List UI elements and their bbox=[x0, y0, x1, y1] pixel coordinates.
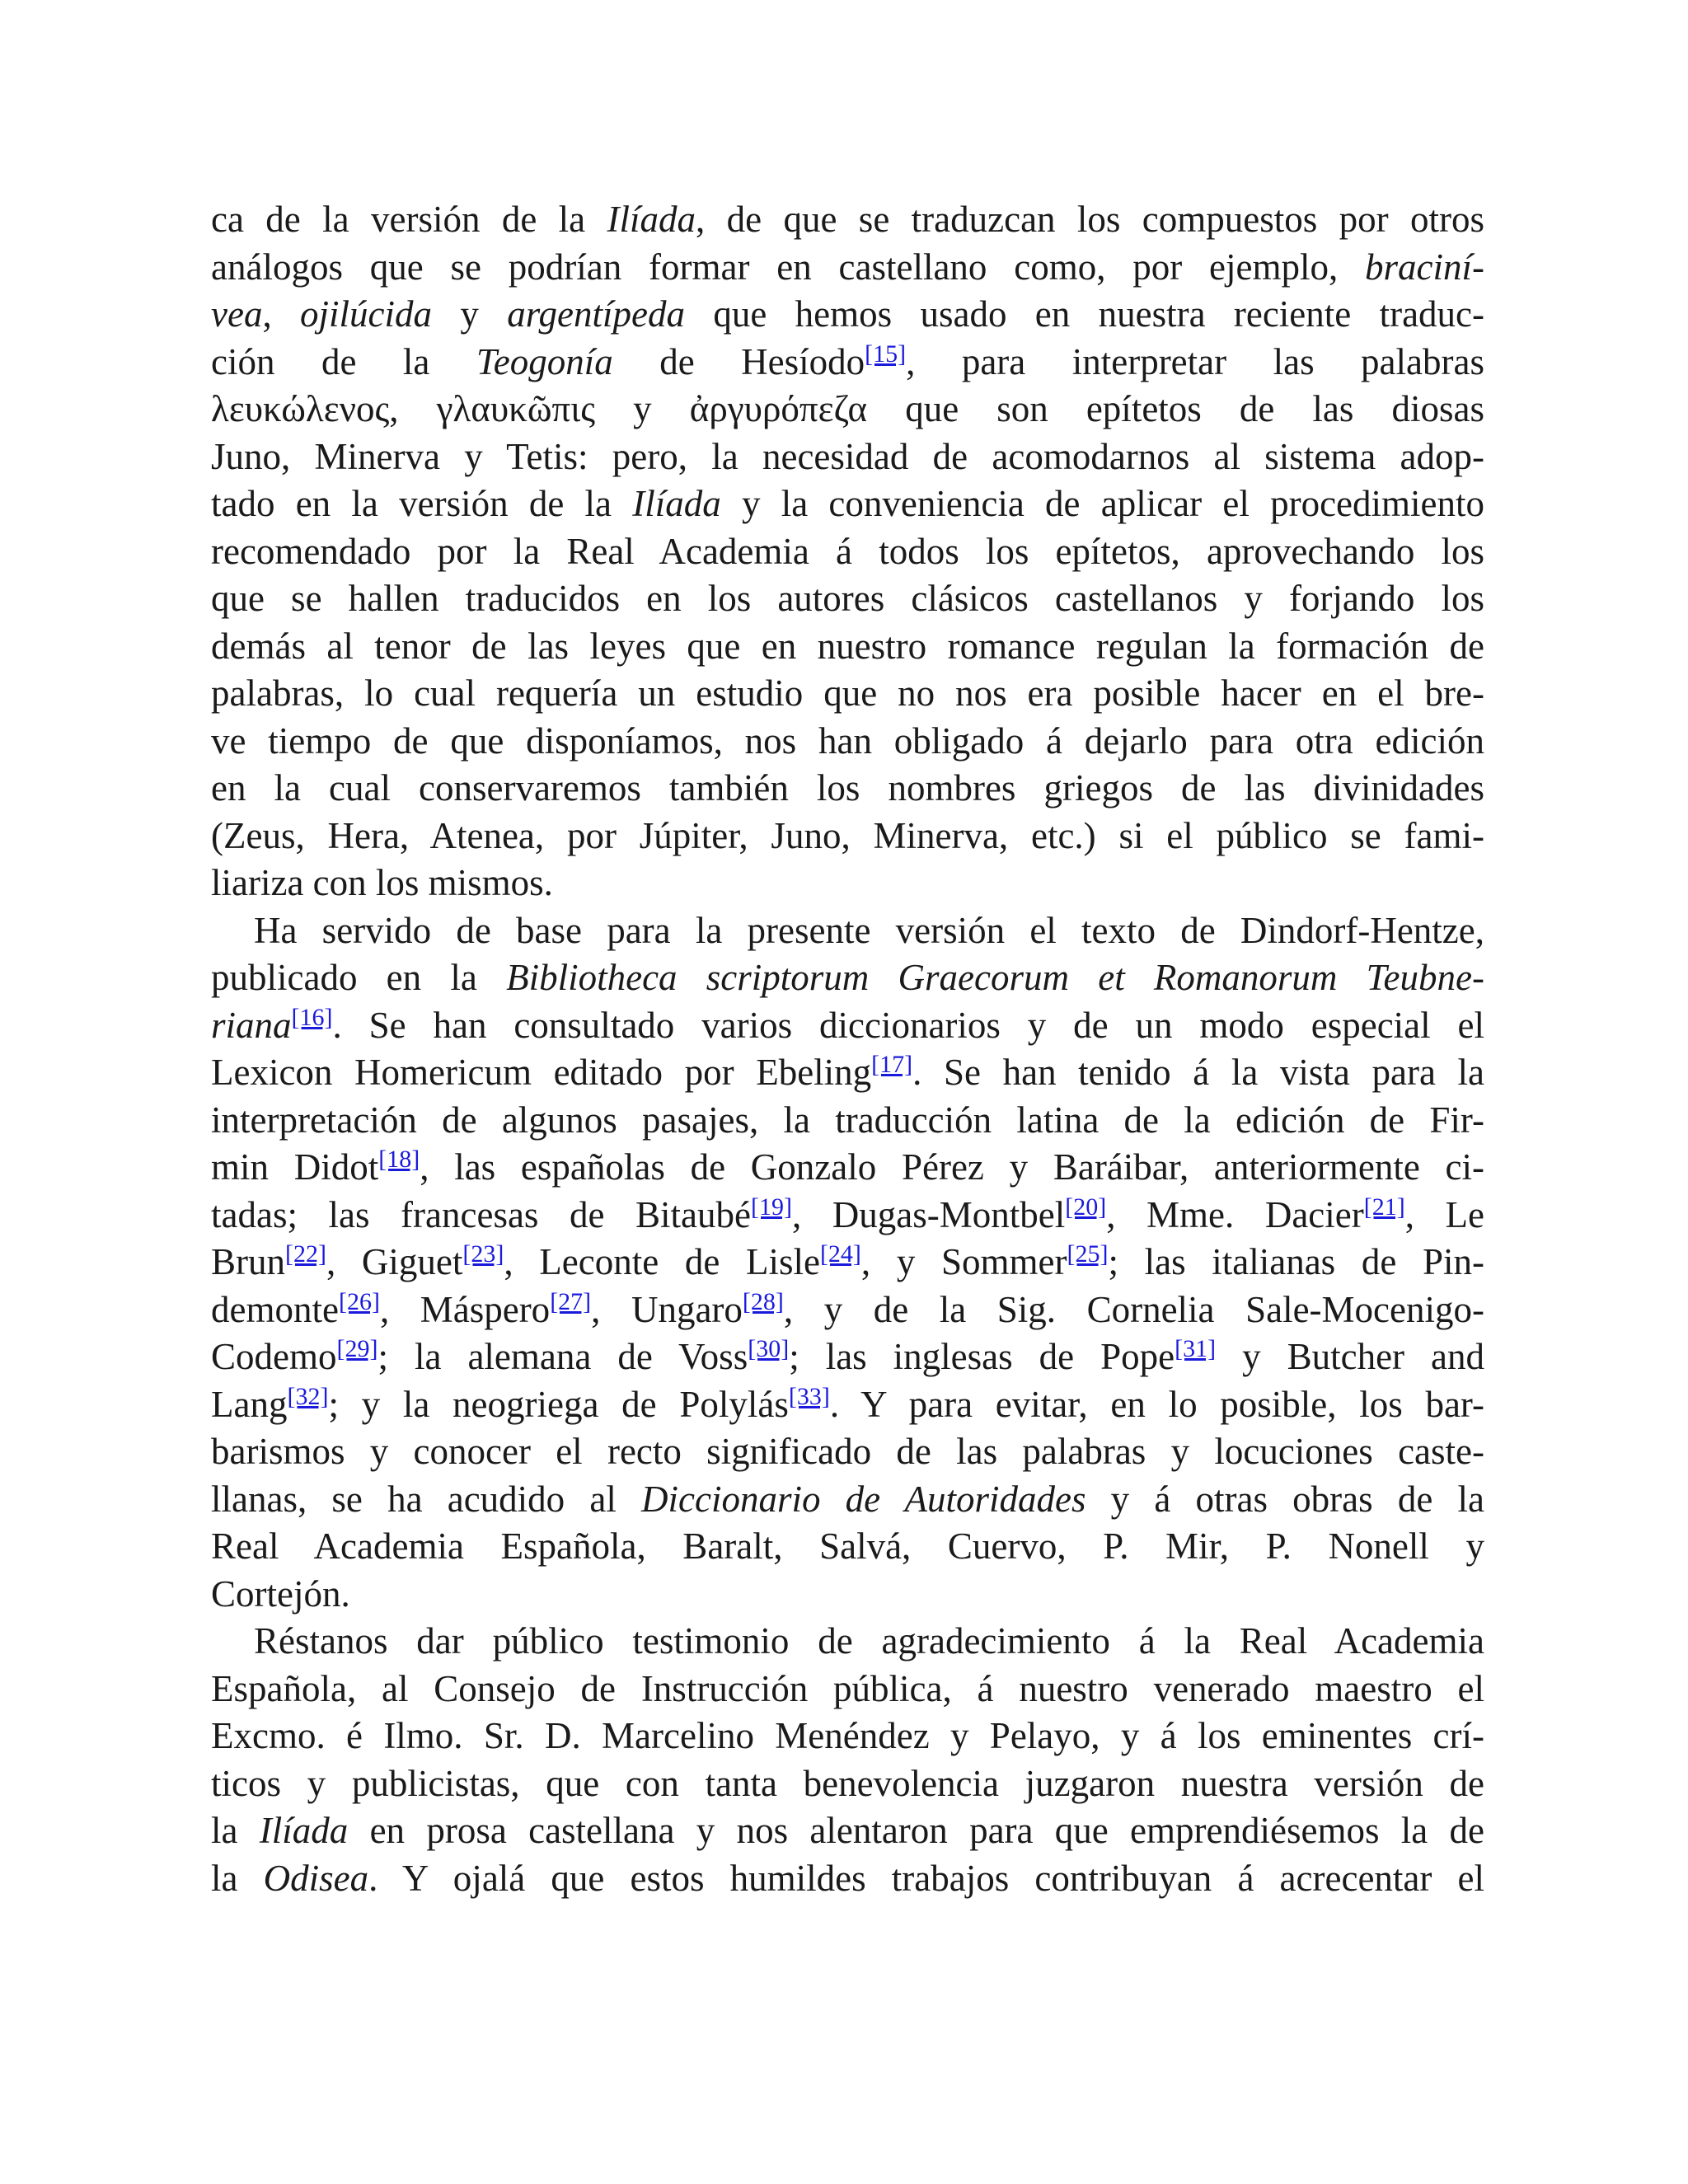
text-run: ticos y publicistas, que con tanta benevolencia juzgaron nuestra versión de bbox=[211, 1762, 1484, 1804]
text-line bbox=[211, 339, 1484, 387]
footnote-ref bbox=[1175, 1335, 1216, 1362]
footnote-ref bbox=[1065, 1193, 1106, 1221]
italic-title: argentípeda bbox=[507, 293, 685, 335]
italic-title: Bibliotheca scriptorum Graecorum et Romanorum Teubne- bbox=[506, 957, 1484, 998]
text-run: Brun bbox=[211, 1241, 285, 1282]
text-run: de Hesíodo bbox=[612, 340, 865, 382]
footnote-ref bbox=[820, 1240, 861, 1268]
italic-title: Diccionario de Autoridades bbox=[641, 1478, 1086, 1520]
text-run: la bbox=[211, 1810, 260, 1851]
text-run: Réstanos dar público testimonio de agradecimiento á la Real Academia bbox=[254, 1620, 1484, 1661]
footnote-ref bbox=[748, 1335, 789, 1362]
text-line bbox=[211, 1428, 1484, 1476]
text-run: , Mme. Dacier bbox=[1106, 1193, 1364, 1235]
italic-title: Teogonía bbox=[476, 340, 613, 382]
italic-title: Odisea bbox=[263, 1857, 369, 1899]
text-line bbox=[211, 1760, 1484, 1808]
text-run: ca de la versión de la bbox=[211, 199, 607, 240]
text-run: en prosa castellana y nos alentaron para que emprendiésemos la de bbox=[348, 1810, 1485, 1851]
footnote-ref bbox=[287, 1383, 328, 1410]
text-run: , Giguet bbox=[326, 1241, 463, 1282]
text-run: , bbox=[262, 293, 301, 335]
footnote-ref bbox=[751, 1193, 792, 1221]
footnote-ref bbox=[285, 1240, 326, 1268]
text-run: ve tiempo de que disponíamos, nos han obligado á dejarlo para otra edición bbox=[211, 719, 1484, 762]
paragraph-3 bbox=[211, 1618, 1484, 1902]
text-run: interpretación de algunos pasajes, la traducción latina de la edición de Fir- bbox=[211, 1099, 1484, 1141]
footnote-link[interactable]: [29] bbox=[336, 1335, 378, 1362]
text-run: en la cual conservaremos también los nombres griegos de las divinidades bbox=[211, 767, 1484, 808]
text-line bbox=[211, 244, 1484, 292]
footnote-ref bbox=[789, 1383, 830, 1410]
page-body bbox=[211, 196, 1484, 1902]
text-run: recomendado por la Real Academia á todos los epítetos, aprovechando los bbox=[211, 530, 1484, 572]
footnote-ref bbox=[871, 1051, 912, 1078]
footnote-ref bbox=[743, 1288, 784, 1315]
text-line bbox=[211, 1192, 1484, 1240]
footnote-ref bbox=[292, 1004, 333, 1031]
text-run: . Se han tenido á la vista para la bbox=[912, 1052, 1484, 1093]
text-run: Española, al Consejo de Instrucción pública, á nuestro venerado maestro el bbox=[211, 1667, 1484, 1709]
text-line bbox=[211, 765, 1484, 813]
text-run: ción de la bbox=[211, 340, 476, 382]
text-line bbox=[211, 1381, 1484, 1429]
footnote-link[interactable]: [27] bbox=[550, 1287, 592, 1315]
text-run: la bbox=[211, 1857, 264, 1899]
text-line bbox=[211, 1239, 1484, 1286]
footnote-link[interactable]: [17] bbox=[871, 1051, 913, 1078]
text-run: que se hallen traducidos en los autores clásicos castellanos y forjando los bbox=[211, 578, 1484, 619]
footnote-ref bbox=[339, 1288, 380, 1315]
text-run: Ha servido de base para la presente versión el texto de Dindorf-Hentze, bbox=[254, 909, 1484, 951]
text-line bbox=[211, 1523, 1484, 1571]
text-run: y bbox=[432, 293, 508, 335]
text-line bbox=[211, 718, 1484, 766]
text-line bbox=[211, 575, 1484, 623]
text-run: Lang bbox=[211, 1383, 288, 1425]
text-run: liariza con los mismos. bbox=[211, 862, 553, 903]
text-run: , de que se traduzcan los compuestos por otros bbox=[696, 199, 1484, 240]
text-run: . Y ojalá que estos humildes trabajos contribuyan á acrecentar el bbox=[368, 1857, 1484, 1899]
footnote-link[interactable]: [15] bbox=[865, 340, 907, 368]
footnote-ref bbox=[1364, 1193, 1405, 1221]
text-run: min Didot bbox=[211, 1146, 379, 1188]
text-run: publicado en la bbox=[211, 957, 507, 998]
text-run: Lexicon Homericum editado por Ebeling bbox=[211, 1052, 872, 1093]
text-run: , y Sommer bbox=[860, 1241, 1067, 1282]
text-line bbox=[211, 1002, 1484, 1050]
text-line bbox=[211, 1571, 1484, 1619]
footnote-link[interactable]: [26] bbox=[338, 1287, 380, 1315]
footnote-link[interactable]: [23] bbox=[462, 1240, 504, 1268]
text-line bbox=[211, 1049, 1484, 1097]
text-line bbox=[211, 954, 1484, 1002]
text-line bbox=[211, 528, 1484, 576]
footnote-link[interactable]: [28] bbox=[742, 1287, 784, 1315]
text-run: barismos y conocer el recto significado de las palabras y locuciones caste- bbox=[211, 1431, 1484, 1472]
text-line bbox=[211, 623, 1484, 671]
text-line bbox=[211, 480, 1484, 528]
text-line bbox=[211, 1144, 1484, 1192]
text-run: tadas; las francesas de Bitaubé bbox=[211, 1193, 751, 1235]
text-run: y la conveniencia de aplicar el procedimiento bbox=[720, 483, 1484, 524]
text-line bbox=[211, 1097, 1484, 1145]
text-run: tado en la versión de la bbox=[211, 483, 633, 524]
text-line bbox=[211, 291, 1484, 339]
footnote-ref bbox=[378, 1146, 420, 1173]
text-run: palabras, lo cual requería un estudio que no nos era posible hacer en el bre- bbox=[211, 673, 1484, 714]
footnote-link[interactable]: [16] bbox=[291, 1003, 333, 1031]
text-run: , y de la Sig. Cornelia Sale-Mocenigo- bbox=[783, 1288, 1484, 1330]
text-run: demás al tenor de las leyes que en nuestro romance regulan la formación de bbox=[211, 625, 1484, 667]
text-run: , Ungaro bbox=[591, 1288, 743, 1330]
footnote-link[interactable]: [24] bbox=[819, 1240, 861, 1268]
footnote-link[interactable]: [22] bbox=[285, 1240, 326, 1268]
italic-title: Ilíada bbox=[607, 199, 696, 240]
paragraph-2 bbox=[211, 907, 1484, 1619]
text-run: , las españolas de Gonzalo Pérez y Baráibar, anteriormente ci- bbox=[420, 1146, 1484, 1188]
footnote-ref bbox=[462, 1240, 504, 1268]
italic-title: Ilíada bbox=[632, 483, 721, 524]
text-line bbox=[211, 386, 1484, 434]
footnote-ref bbox=[1067, 1240, 1108, 1268]
text-run: Juno, Minerva y Tetis: pero, la necesidad de acomodarnos al sistema adop- bbox=[211, 435, 1484, 477]
footnote-link[interactable]: [19] bbox=[751, 1193, 792, 1221]
text-line bbox=[211, 1855, 1484, 1903]
text-run: ; las inglesas de Pope bbox=[789, 1336, 1175, 1377]
text-run: λευκώλενος, γλαυκῶπις y ἀργυρόπεζα que son epítetos de las diosas bbox=[211, 388, 1484, 429]
text-run: y Butcher and bbox=[1216, 1336, 1484, 1377]
text-line bbox=[211, 860, 1484, 907]
text-line bbox=[211, 434, 1484, 481]
paragraph-1 bbox=[211, 196, 1484, 907]
footnote-ref bbox=[337, 1335, 378, 1362]
text-run: , Máspero bbox=[379, 1288, 551, 1330]
text-line bbox=[211, 1666, 1484, 1713]
text-run: , Le bbox=[1404, 1193, 1484, 1235]
text-line bbox=[211, 1713, 1484, 1760]
text-run: Real Academia Española, Baralt, Salvá, Cuervo, P. Mir, P. Nonell y bbox=[211, 1526, 1484, 1567]
text-line bbox=[211, 1286, 1484, 1334]
footnote-link[interactable]: [20] bbox=[1065, 1193, 1107, 1221]
text-line bbox=[211, 1333, 1484, 1381]
italic-title: ojilúcida bbox=[300, 293, 433, 335]
text-line bbox=[211, 813, 1484, 860]
footnote-link[interactable]: [30] bbox=[748, 1335, 790, 1362]
text-run: que hemos usado en nuestra reciente traduc- bbox=[685, 293, 1485, 335]
footnote-link[interactable]: [33] bbox=[788, 1382, 830, 1410]
text-run: llanas, se ha acudido al bbox=[211, 1478, 642, 1520]
italic-title: vea bbox=[211, 293, 263, 335]
text-run: ; y la neogriega de Polylás bbox=[328, 1383, 789, 1425]
footnote-ref bbox=[865, 340, 906, 368]
text-run: ; las italianas de Pin- bbox=[1108, 1241, 1484, 1282]
text-line bbox=[211, 907, 1484, 955]
text-run: , para interpretar las palabras bbox=[906, 340, 1484, 382]
text-run: Excmo. é Ilmo. Sr. D. Marcelino Menéndez y Pelayo, y á los eminentes crí- bbox=[211, 1715, 1484, 1756]
text-line bbox=[211, 1476, 1484, 1524]
text-run: . Se han consultado varios diccionarios y de un modo especial el bbox=[332, 1004, 1484, 1046]
text-run: . Y para evitar, en lo posible, los bar- bbox=[829, 1383, 1484, 1425]
text-run: (Zeus, Hera, Atenea, por Júpiter, Juno, Minerva, etc.) si el público se fami- bbox=[211, 814, 1484, 856]
footnote-ref bbox=[550, 1288, 591, 1315]
text-run: demonte bbox=[211, 1288, 339, 1330]
text-line bbox=[211, 670, 1484, 718]
footnote-link[interactable]: [32] bbox=[287, 1382, 329, 1410]
footnote-link[interactable]: [21] bbox=[1363, 1193, 1405, 1221]
text-line bbox=[211, 196, 1484, 244]
footnote-link[interactable]: [18] bbox=[378, 1146, 420, 1173]
italic-title: Ilíada bbox=[259, 1810, 349, 1851]
text-line bbox=[211, 1807, 1484, 1855]
italic-title: braciní- bbox=[1365, 246, 1484, 288]
text-run: y á otras obras de la bbox=[1085, 1478, 1484, 1520]
text-run: Cortejón. bbox=[211, 1572, 350, 1615]
text-line bbox=[211, 1618, 1484, 1666]
footnote-link[interactable]: [25] bbox=[1067, 1240, 1109, 1268]
text-run: , Dugas-Montbel bbox=[791, 1193, 1066, 1235]
text-run: Codemo bbox=[211, 1336, 337, 1377]
footnote-link[interactable]: [31] bbox=[1175, 1335, 1217, 1362]
text-run: , Leconte de Lisle bbox=[504, 1241, 820, 1282]
text-run: ; la alemana de Voss bbox=[377, 1336, 748, 1377]
italic-title: riana bbox=[211, 1004, 292, 1046]
text-run: análogos que se podrían formar en castellano como, por ejemplo, bbox=[211, 246, 1366, 288]
